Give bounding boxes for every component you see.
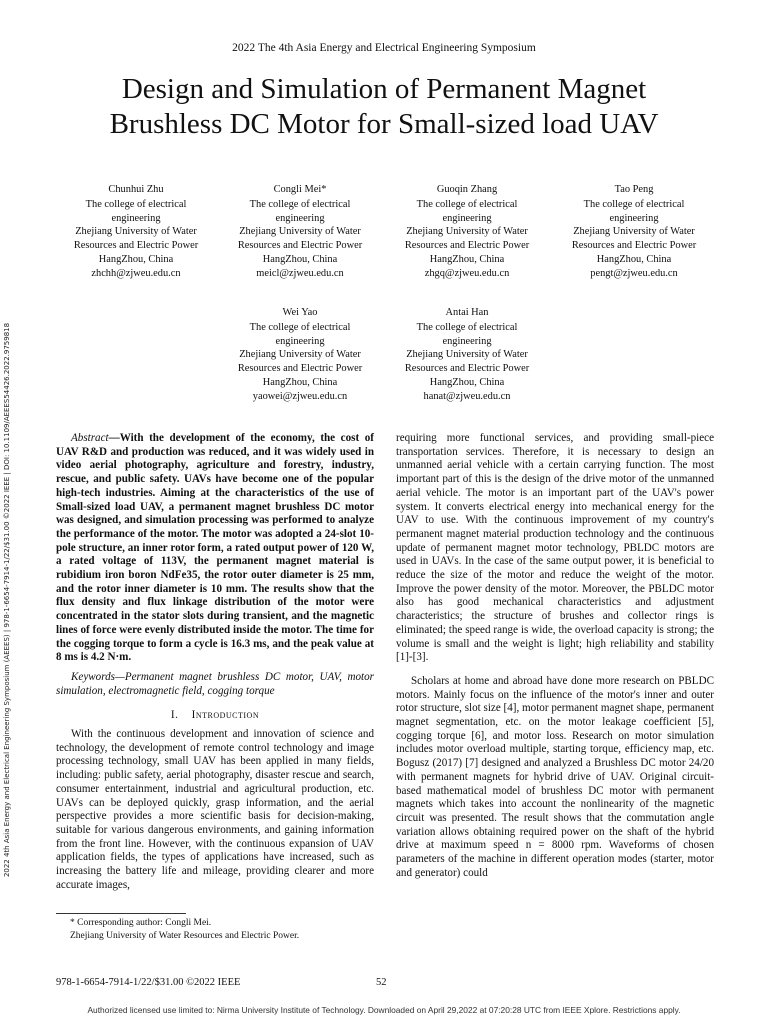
author-city: HangZhou, China [262, 253, 338, 265]
keywords-label: Keywords [71, 671, 115, 683]
author-block [52, 183, 220, 281]
author-affiliation: engineering [442, 335, 492, 347]
author-name: Tao Peng [614, 184, 654, 195]
title-line-1: Design and Simulation of Permanent Magnet [121, 73, 647, 105]
author-email[interactable]: hanat@zjweu.edu.cn [423, 390, 511, 402]
author-affiliation: Resources and Electric Power [237, 363, 363, 375]
conference-header: 2022 The 4th Asia Energy and Electrical Engineering Symposium [232, 42, 536, 54]
paper-title [60, 72, 708, 142]
keywords-paragraph [56, 671, 374, 698]
intro-paragraph: With the continuous development and innovation of science and technology, the development of remote control technology and image processing technology, small UAV has been applied in many fields, including: public safety, aerial photography, disaster rescue and search, consumer entertainment, industrial and agricultural production, etc. UAVs can be deployed quickly, grasp information, and the aerial perspective provides a more scientific basis for decision-making, suitable for various dangerous environments, and gaining information from the front line. However, with the continuous expansion of UAV application fields, the types of applications have increased, such as increasing the battery life and mileage, providing clearer and more accurate images, [56, 728, 374, 891]
keywords-dash: — [114, 671, 125, 683]
introduction-body [56, 728, 374, 913]
author-affiliation: Resources and Electric Power [404, 240, 530, 252]
footnote-line: Zhejiang University of Water Resources and Electric Power. [70, 930, 300, 941]
footnote [70, 917, 299, 942]
author-affiliation: engineering [442, 212, 492, 224]
author-block [383, 183, 551, 281]
author-city: HangZhou, China [596, 253, 672, 265]
author-email[interactable]: pengt@zjweu.edu.cn [590, 267, 678, 279]
author-name: Congli Mei* [273, 184, 327, 195]
author-affiliation: Zhejiang University of Water [406, 349, 528, 361]
author-affiliation: engineering [609, 212, 659, 224]
author-name: Antai Han [445, 307, 489, 318]
keywords-text: Permanent magnet brushless DC motor, UAV, motor simulation, electromagnetic field, cogging torque [56, 671, 374, 697]
author-affiliation: The college of electrical [249, 321, 351, 333]
section-title: Introduction [191, 709, 260, 721]
keywords [56, 671, 374, 698]
author-affiliation: Zhejiang University of Water [75, 226, 197, 238]
page-number: 52 [376, 977, 387, 988]
abstract-label: Abstract [71, 432, 109, 444]
author-name: Wei Yao [282, 307, 318, 318]
body-paragraph: requiring more functional services, and providing small-piece transportation services. Therefore, it is necessary to design an unmanned aerial vehicle with a certain carrying function. The most important part of this is the design of the drive motor of the unmanned aerial vehicle. The motor is an important part of the UAV's power system. It converts electrical energy into mechanical energy for the UAV to use. With the continuous improvement of my country's permanent magnet material production technology and the continuous update of permanent magnet motor technology, PBLDC motors are used in UAVs. In the case of the same output power, it is beneficial to reduce the size of the motor and reduce the weight of the motor. Improve the power density of the motor. Moreover, the PBLDC motor also has good mechanical characteristics and adjustment characteristics; the structure of brushes and collector rings is eliminated; the speed range is wide, the overload capacity is strong; the volume is small and the weight is light; high reliability and stability [1]-[3]. [396, 432, 714, 664]
author-affiliation: The college of electrical [85, 198, 187, 210]
author-email[interactable]: zhgq@zjweu.edu.cn [424, 267, 510, 279]
author-affiliation: Resources and Electric Power [237, 240, 363, 252]
abstract-text: With the development of the economy, the cost of UAV R&D and production was reduced, and it was widely used in video aerial photography, agriculture and forestry, industry, rescue, and public safety. UAVs have become one of the popular high-tech industries. Aiming at the characteristics of the use of Small-sized load UAV, a permanent magnet brushless DC motor was designed, and simulation processing was performed to analyze the performance of the motor. The motor was adopted a 24-slot 10-pole structure, an inner rotor form, a rated output power of 120 W, a rated voltage of 113V, the permanent magnet material is rubidium iron boron NdFe35, the rotor outer diameter is 25 mm, and the rotor inner diameter is 10 mm. The results show that the flux density and flux linkage distribution of the motor were concentrated in the stator slots during transient, and the magnetic lines of force were evenly distributed inside the motor. The time for the cogging torque to form a cycle is 16.3 ms, and the peak value at 8 ms is 4.2 N·m. [56, 432, 374, 664]
author-block [383, 306, 551, 404]
author-city: HangZhou, China [429, 376, 505, 388]
author-city: HangZhou, China [429, 253, 505, 265]
author-email[interactable]: yaowei@zjweu.edu.cn [252, 390, 348, 402]
author-city: HangZhou, China [98, 253, 174, 265]
author-email[interactable]: zhchh@zjweu.edu.cn [91, 267, 181, 279]
author-affiliation: Resources and Electric Power [571, 240, 697, 252]
author-affiliation: Zhejiang University of Water [573, 226, 695, 238]
body-paragraph: Scholars at home and abroad have done more research on PBLDC motors. Mainly focus on the influence of the motor's inner and outer rotor structure, slot size [4], motor permanent magnet shape, permanent magnet segmentation, etc. on the motor leakage coefficient [5], cogging torque [6], and motor loss. Research on motor simulation includes motor overload multiple, starting torque, efficiency map, etc. Bogusz (2017) [7] designed and analyzed a Brushless DC motor 24/20 with permanent magnets for hybrid drive of UAV. Original circuit-based mathematical model of brushless DC motor with permanent magnets which takes into account the nonlinearity of the magnetic circuit was presented. The result shows that the commutation angle variation allows obtaining required power on the shaft of the hybrid drive at maximum speed n = 8000 rpm. Waveforms of chosen parameters of the machine in different operation modes (starter, motor and generator) could [396, 674, 714, 879]
author-block [216, 183, 384, 281]
author-affiliation: The college of electrical [416, 321, 518, 333]
copyright-footer: 978-1-6654-7914-1/22/$31.00 ©2022 IEEE [56, 977, 241, 988]
author-city: HangZhou, China [262, 376, 338, 388]
author-block [550, 183, 718, 281]
side-citation-strip [0, 290, 14, 910]
author-name: Guoqin Zhang [436, 184, 498, 195]
author-affiliation: Zhejiang University of Water [239, 226, 361, 238]
author-affiliation: engineering [275, 335, 325, 347]
footnote-line: * Corresponding author: Congli Mei. [70, 918, 212, 928]
section-number: I. [170, 709, 179, 721]
author-affiliation: engineering [111, 212, 161, 224]
abstract [56, 432, 374, 665]
author-affiliation: Resources and Electric Power [404, 363, 530, 375]
abstract-paragraph [56, 432, 374, 665]
right-column [396, 432, 714, 881]
author-block [216, 306, 384, 404]
author-affiliation: engineering [275, 212, 325, 224]
author-affiliation: Resources and Electric Power [73, 240, 199, 252]
author-affiliation: Zhejiang University of Water [406, 226, 528, 238]
author-affiliation: The college of electrical [249, 198, 351, 210]
author-affiliation: Zhejiang University of Water [239, 349, 361, 361]
footnote-rule [56, 913, 186, 914]
section-heading [56, 709, 374, 721]
title-line-2: Brushless DC Motor for Small-sized load UAV [109, 108, 659, 140]
side-citation-text: 2022 4th Asia Energy and Electrical Engineering Symposium (AEEES) | 978-1-6654-7914-1/22/$31.00 ©2022 IEEE | DOI: 10.1109/AEEES54426.2022.9759818 [3, 322, 11, 878]
author-email[interactable]: meicl@zjweu.edu.cn [256, 267, 344, 279]
author-affiliation: The college of electrical [416, 198, 518, 210]
abstract-dash: — [108, 432, 120, 444]
author-affiliation: The college of electrical [583, 198, 685, 210]
license-notice: Authorized licensed use limited to: Nirma University Institute of Technology. Downloaded on April 29,2022 at 07:20:28 UTC from IEEE Xplore. Restrictions apply. [87, 1005, 681, 1015]
author-name: Chunhui Zhu [108, 184, 164, 195]
